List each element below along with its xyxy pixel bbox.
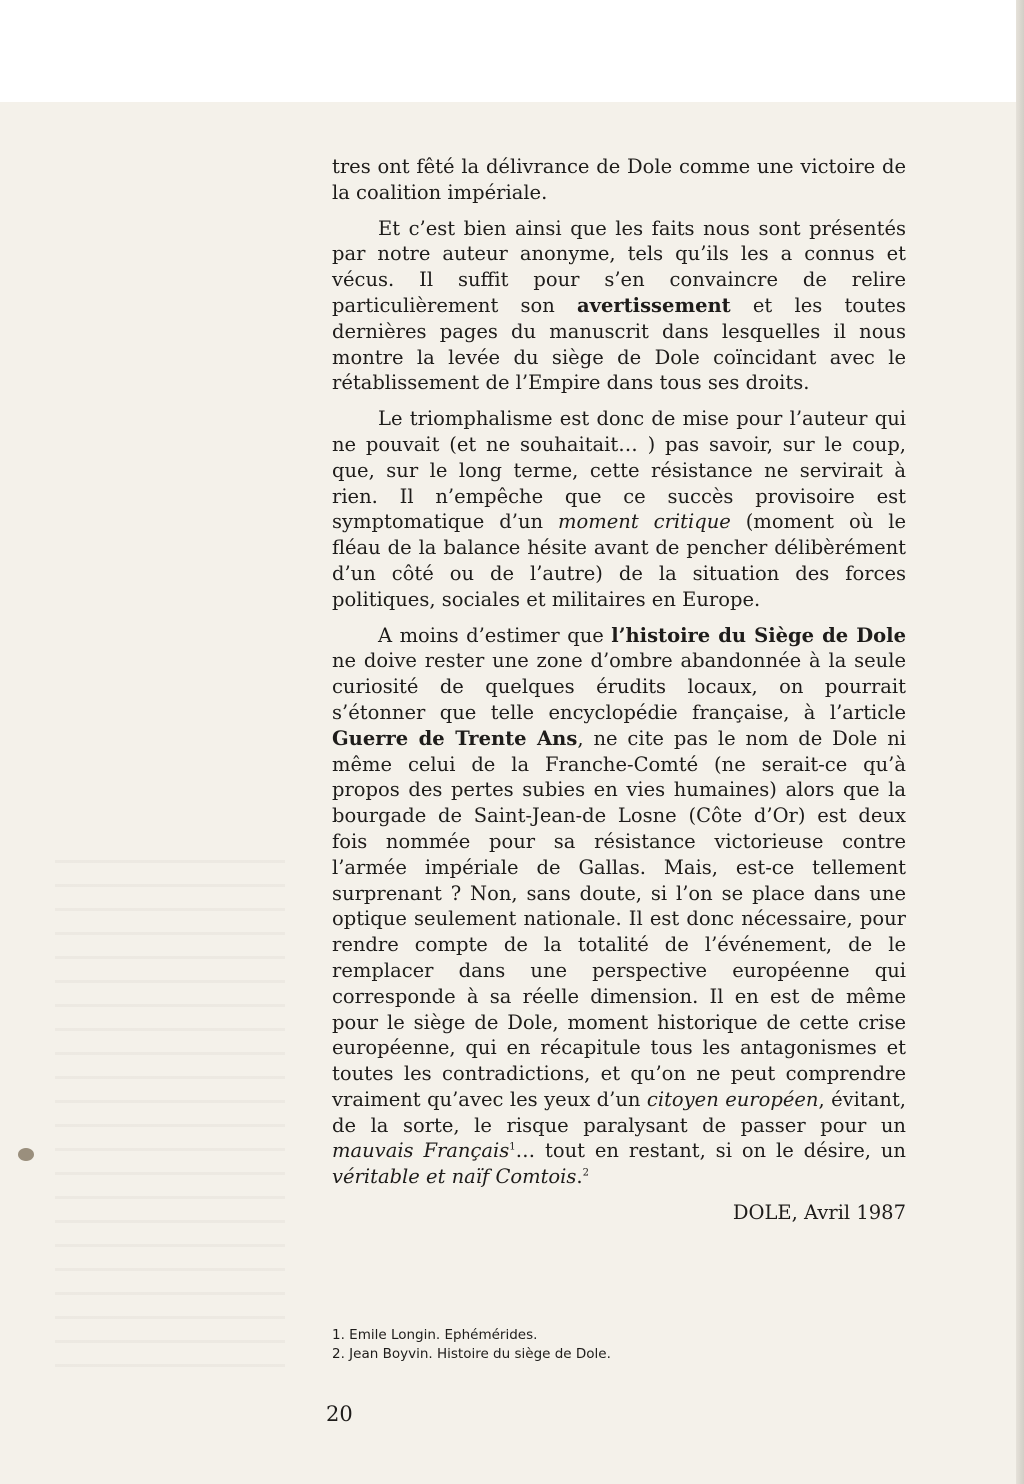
paragraph-4-text: ne doive rester une zone d’ombre abandonnée à la seule curiosité de quelques érudits locaux, on pourrait s’étonner que telle encyclopédie française, à l’article bbox=[332, 649, 906, 724]
paragraph-4-text: , évitant, de la sorte, le risque paralysant de passer pour un bbox=[332, 1087, 906, 1137]
footnote-ref-1: 1 bbox=[509, 1141, 516, 1153]
italic-term-mauvais-francais: mauvais Français bbox=[332, 1139, 510, 1163]
bleed-through-text bbox=[55, 860, 285, 1370]
paragraph-3-text: Le triomphalisme est donc de mise pour l’auteur qui ne pouvait (et ne souhaitait… ) pas savoir, sur le coup, que, sur le long terme, cette résistance ne servirait à rien. Il n’empêche que ce succès provisoire est symptomatique d’un bbox=[332, 407, 906, 534]
italic-term-veritable-comtois: véritable et naïf Comtois bbox=[332, 1165, 577, 1189]
paragraph-2 bbox=[332, 216, 906, 397]
bold-term-histoire-siege: l’histoire du Siège de Dole bbox=[611, 623, 906, 647]
paragraph-1 bbox=[332, 154, 906, 206]
paragraph-4-text: A moins d’estimer que bbox=[378, 623, 612, 647]
italic-term-moment-critique: moment critique bbox=[558, 510, 731, 534]
paragraph-3-text-end: (moment où le fléau de la balance hésite avant de pencher délibèrément d’un côté ou de l’autre) de la situation des forces politiques, sociales et militaires en Europe. bbox=[332, 510, 906, 611]
paragraph-3 bbox=[332, 406, 906, 612]
page-edge bbox=[1016, 0, 1024, 1484]
paragraph-4-text: , ne cite pas le nom de Dole ni même celui de la Franche-Comté (ne serait-ce qu’à propos des pertes subies en vies humaines) alors que la bourgade de Saint-Jean-de Losne (Côte d’Or) est deux fois nommée pour sa résistance victorieuse contre l’armée impériale de Gallas. Mais, est-ce tellement surprenant ? Non, sans doute, si l’on se place dans une optique seulement nationale. Il est donc nécessaire, pour rendre compte de la totalité de l’événement, de le remplacer dans une perspective européenne qui corresponde à sa réelle dimension. Il en est de même pour le siège de Dole, moment historique de cette crise européenne, qui en récapitule tous les antagonismes et toutes les contradictions, et qu’on ne peut comprendre vraiment qu’avec les yeux d’un bbox=[332, 726, 906, 1111]
body-text bbox=[332, 154, 906, 1226]
paragraph-4-text: … tout en restant, si on le désire, un bbox=[515, 1139, 906, 1163]
footnote-2: 2. Jean Boyvin. Histoire du siège de Dole. bbox=[332, 1346, 611, 1362]
footnote-ref-2: 2 bbox=[582, 1167, 589, 1179]
paragraph-2-text: Et c’est bien ainsi que les faits nous sont présentés par notre auteur anonyme, tels qu’ils les a connus et vécus. Il suffit pour s’en convaincre de relire particulièrement son bbox=[332, 216, 906, 317]
signature: DOLE, Avril 1987 bbox=[732, 1201, 906, 1225]
paragraph-1-text: tres ont fêté la délivrance de Dole comme une victoire de la coalition impériale. bbox=[332, 155, 906, 204]
paragraph-4-text: . bbox=[576, 1165, 583, 1189]
paper-stain bbox=[18, 1148, 34, 1161]
paragraph-4 bbox=[332, 623, 906, 1191]
bold-term-guerre-trente-ans: Guerre de Trente Ans bbox=[332, 726, 578, 750]
footnotes bbox=[332, 1326, 906, 1364]
paragraph-2-text-end: et les toutes dernières pages du manuscrit dans lesquelles il nous montre la levée du siège de Dole coïncidant avec le rétablissement de l’Empire dans tous ses droits. bbox=[332, 293, 906, 395]
page-number: 20 bbox=[326, 1402, 353, 1426]
bold-term-avertissement: avertissement bbox=[577, 293, 731, 317]
footnote-1: 1. Emile Longin. Ephémérides. bbox=[332, 1327, 538, 1343]
italic-term-citoyen-europeen: citoyen européen bbox=[646, 1087, 819, 1111]
